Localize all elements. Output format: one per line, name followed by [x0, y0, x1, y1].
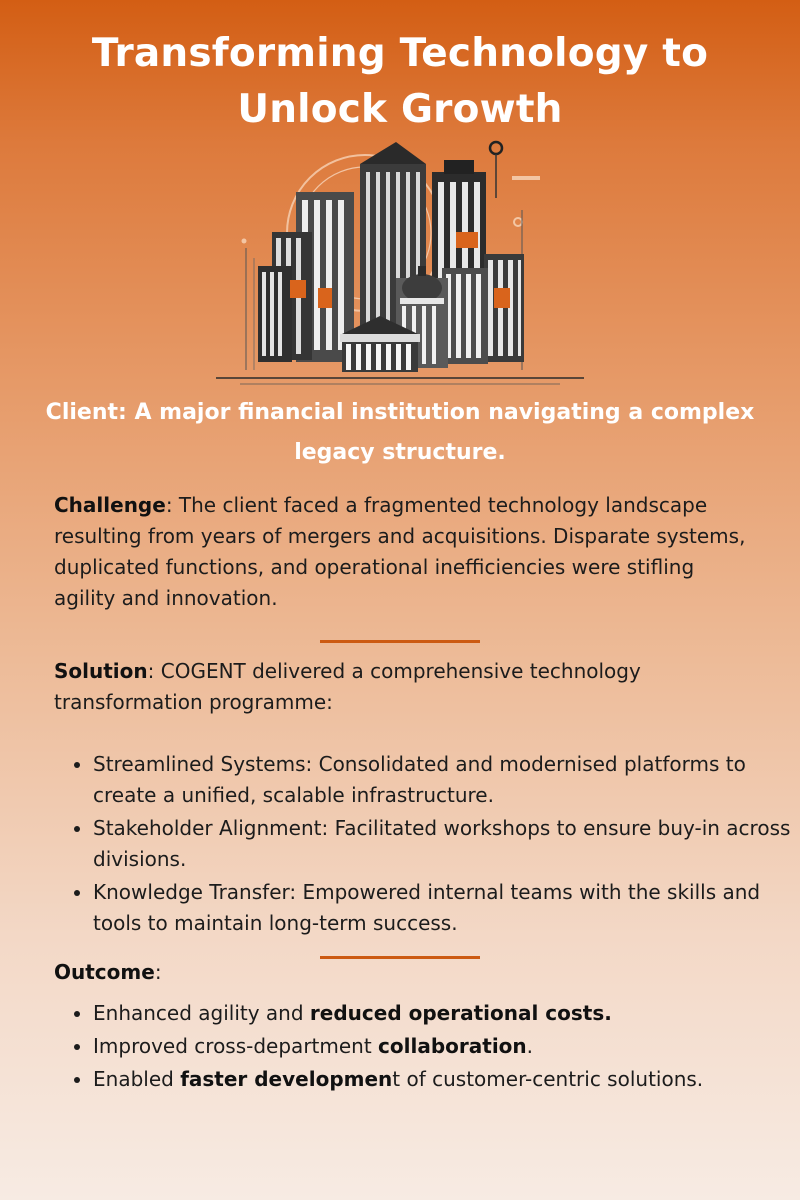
list-item: • Stakeholder Alignment: Facilitated workshops to ensure buy-in across divisions. — [93, 813, 793, 875]
challenge-section — [54, 490, 754, 614]
city-buildings-illustration — [200, 138, 600, 390]
outcome-label: Outcome — [54, 960, 155, 984]
list-item: • Enabled faster development of customer-centric solutions. — [93, 1064, 793, 1095]
challenge-text: : The client faced a fragmented technology landscape resulting from years of mergers and acquisitions. Disparate systems, duplicated functions, and operational inefficiencies were stifling agility and innovation. — [54, 493, 746, 610]
solution-text: : COGENT delivered a comprehensive technology transformation programme: — [54, 659, 641, 714]
outcome-text: : — [154, 960, 162, 984]
list-item: • Knowledge Transfer: Empowered internal teams with the skills and tools to maintain long-term success. — [93, 877, 793, 939]
list-item: • Streamlined Systems: Consolidated and modernised platforms to create a unified, scalable infrastructure. — [93, 749, 793, 811]
client-description: Client: A major financial institution navigating a complex legacy structure. — [45, 400, 755, 465]
list-item: • Improved cross-department collaboration. — [93, 1031, 793, 1062]
solution-label: Solution — [54, 659, 148, 683]
solution-section — [54, 656, 754, 718]
page-title: Transforming Technology to Unlock Growth — [91, 31, 709, 132]
challenge-label: Challenge — [54, 493, 166, 517]
outcome-section — [54, 957, 754, 988]
section-divider — [320, 640, 480, 643]
list-item: • Enhanced agility and reduced operational costs. — [93, 998, 793, 1029]
outcome-list — [54, 998, 793, 1095]
solution-list — [54, 749, 793, 939]
